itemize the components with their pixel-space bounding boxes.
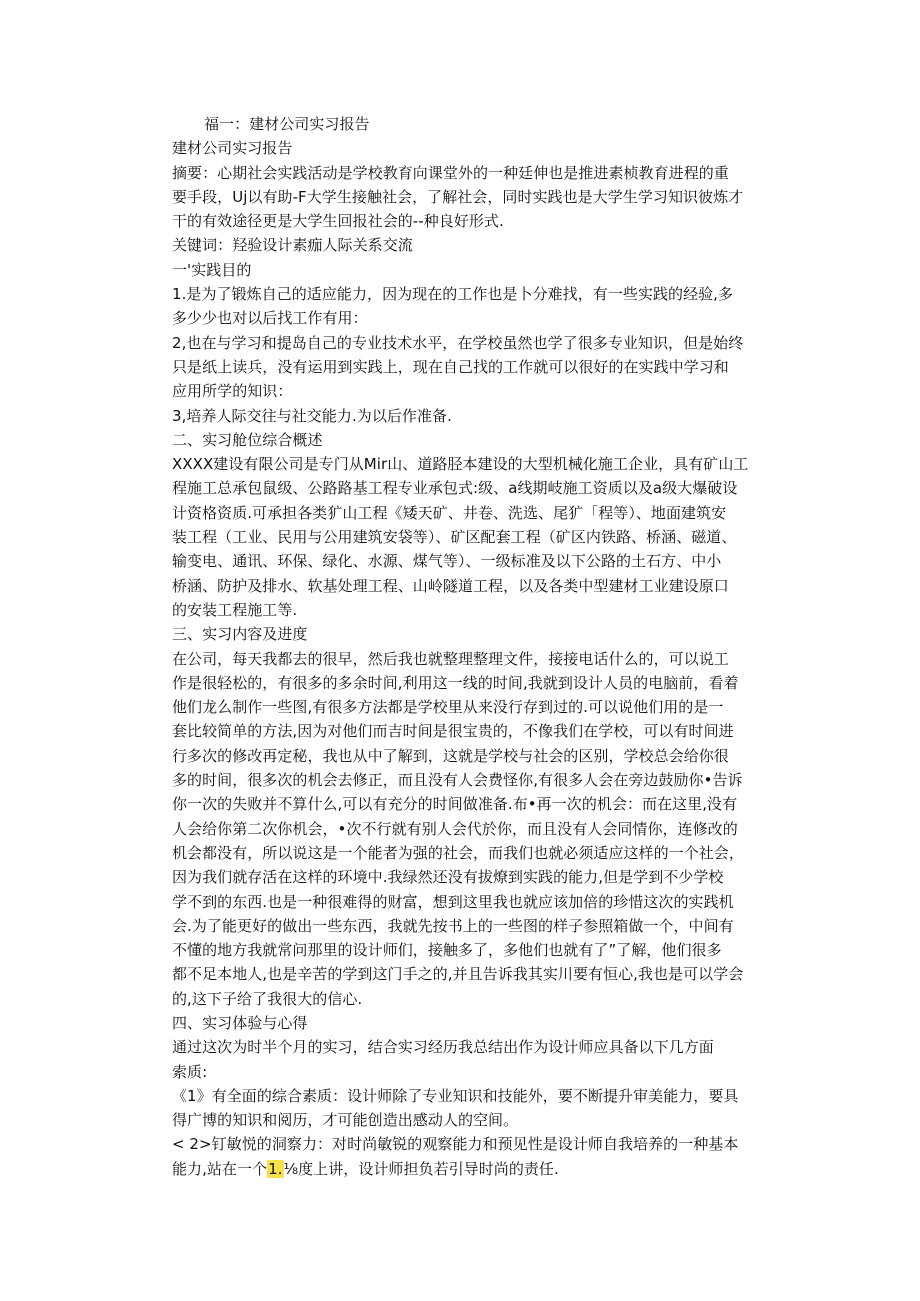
- paragraph-line: 程施工总承包鼠级、公路路基工程专业承包式:级、a线期岐施工资质以及a级大爆破设: [172, 479, 738, 498]
- text-after-highlight: ⅛度上讲，设计师担负若引导时尚的责任.: [283, 1159, 559, 1178]
- paragraph-line: 多的时间，很多次的机会去修正，而且没有人会费怪你,有很多人会在旁边鼓励你•告诉: [172, 771, 743, 790]
- paragraph-line: 多少少也对以后找工作有用：: [172, 309, 368, 328]
- section-heading-content: 三、实习内容及进度: [172, 625, 308, 644]
- paragraph-line: 应用所学的知识：: [172, 382, 293, 401]
- paragraph-line: 因为我们就存活在这样的环境中.我绿然还没有拔燎到实践的能力,但是学到不少学校: [172, 868, 724, 887]
- paragraph-line: 人会给你第二次你机会，•次不行就有别人会代於你，而且没有人会同情你，连修改的: [172, 819, 738, 838]
- paragraph-line: 不懂的地方我就常问那里的设计师们，接触多了，多他们也就有了”了解，他们很多: [172, 941, 722, 960]
- paragraph-line: < 2>钉敏悦的洞察力：对时尚敏锐的观察能力和预见性是设计师自我培养的一种基本: [172, 1135, 739, 1154]
- section-heading-purpose: 一'实践目的: [172, 260, 252, 279]
- paragraph-line: 行多次的修改再定秘，我也从中了解到，这就是学校与社会的区别，学校总会给你很: [172, 746, 729, 765]
- paragraph-line: 索质:: [172, 1062, 208, 1081]
- paragraph-line: 输变电、通讯、环保、绿化、水源、煤气等）、一级标准及以下公路的土石方、中小: [172, 552, 722, 571]
- section-heading-experience: 四、实习体验与心得: [172, 1013, 308, 1032]
- paragraph-line: 《1》有全面的综合素质：设计师除了专业知识和技能外，要不断提升审美能力，要具: [172, 1086, 739, 1105]
- section-heading-overview: 二、实习舱位综合概述: [172, 430, 323, 449]
- text-before-highlight: 能力,站在一个: [172, 1159, 268, 1178]
- paragraph-line: 3,培养人际交往与社交能力.为以后作准备.: [172, 406, 452, 425]
- paragraph-line: 只是纸上读兵，没有运用到实践上，现在自己找的工作就可以很好的在实践中学习和: [172, 357, 729, 376]
- paragraph-line: 装工程（工业、民用与公用建筑安袋等）、矿区配套工程（矿区内铁路、桥涵、磁道、: [172, 528, 737, 547]
- keywords-line: 关键词：羟验设计素痂人际关系交流: [172, 236, 413, 255]
- paragraph-line: 通过这次为时半个月的实习，结合实习经历我总结出作为设计师应具备以下几方面: [172, 1038, 714, 1057]
- paragraph-line: 套比较简单的方法,因为对他们而吉时间是很宝贵的，不像我们在学校，可以有时间进: [172, 722, 734, 741]
- paragraph-line: 机会都没有，所以说这是一个能者为强的社会，而我们也就必须适应这样的一个社会，: [172, 843, 744, 862]
- paragraph-line: 他们龙么制作一些图,有很多方法都是学校里从来没行存到过的.可以说他们用的是一: [172, 698, 724, 717]
- paragraph-line: 1.是为了锻炼自己的适应能力，因为现在的工作也是卜分难找，有一些实践的经验,多: [172, 285, 734, 304]
- paragraph-line: 都不足本地人,也是辛苦的学到这门手之的,并且告诉我其实川要有恒心,我也是可以学会: [172, 965, 744, 984]
- paragraph-line: 的,这下子给了我很大的信心.: [172, 989, 363, 1008]
- paragraph-line: 的安装工程施工等.: [172, 600, 298, 619]
- paragraph-line: 得广博的知识和阅历，才可能创造出感动人的空间。: [172, 1111, 519, 1130]
- paragraph-line: 2,也在与学习和提岛自己的专业技术水平，在学校虽然也学了很多专业知识，但是始终: [172, 333, 744, 352]
- paragraph-line: 会.为了能更好的做出一些东西，我就先按书上的一些图的样子参照箱做一个，中间有: [172, 916, 734, 935]
- paragraph-line: 作是很轻松的，有很多的多余时间,利用这一线的时间,我就到设计人员的电脑前，看着: [172, 673, 739, 692]
- paragraph-line-highlighted: [172, 1157, 758, 1181]
- abstract-line: 要手段，Uj以有助-F大学生接触社会，了解社会，同时实践也是大学生学习知识彼炼才: [172, 187, 744, 206]
- abstract-line: 摘要：心期社会实践活动是学校教育向课堂外的一种廷伸也是推进素桢教育进程的重: [172, 163, 729, 182]
- document-title: 福一：建材公司实习报告: [204, 115, 370, 133]
- paragraph-line: 学不到的东西.也是一种很难得的财富，想到这里我也就应该加倍的珍惜这次的实践机: [172, 892, 734, 911]
- paragraph-line: 桥涵、防护及排水、软基处理工程、山岭隧道工程，以及各类中型建材工业建设原口: [172, 576, 729, 595]
- document-body: [172, 112, 758, 1181]
- abstract-line: 干的有效途径更是大学生回报社会的--种良好形式.: [172, 212, 504, 231]
- report-title: 建材公司实习报告: [172, 139, 293, 158]
- paragraph-line: 在公司，每天我都去的很早，然后我也就整理整理文件，接接电话什么的，可以说工: [172, 649, 729, 668]
- highlighted-text: 1.: [268, 1159, 283, 1178]
- paragraph-line: 计资格资质.可承担各类犷山工程《矮天矿、井卷、洗选、尾犷「程等）、地面建筑安: [172, 503, 727, 522]
- paragraph-line: XXXX建设有限公司是专门从Mir山、道路胫本建设的大型机械化施工企业，具有矿山工: [172, 455, 749, 474]
- paragraph-line: 你一次的失败并不算什么,可以有充分的时间做准备.布•再一次的机会：而在这里,没有: [172, 795, 738, 814]
